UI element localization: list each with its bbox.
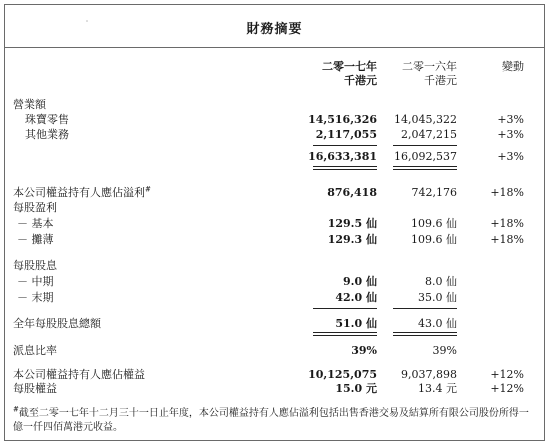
dps-final-2017: 42.0 仙 <box>335 291 377 304</box>
header-2017-year: 二零一七年 <box>322 60 377 73</box>
dps-total-label: 全年每股股息總額 <box>13 317 101 330</box>
payout-label: 派息比率 <box>13 344 57 357</box>
revenue-total-2016: 16,092,537 <box>394 150 457 163</box>
payout-2016: 39% <box>432 344 457 357</box>
equity-label: 本公司權益持有人應佔權益 <box>13 368 145 381</box>
equity-per-share-2017: 15.0 元 <box>335 382 377 395</box>
header-2016-unit: 千港元 <box>424 74 457 87</box>
total-double-rule-2016 <box>393 166 457 170</box>
header-change: 變動 <box>502 60 524 73</box>
profit-2017: 876,418 <box>327 186 377 199</box>
profit-2016: 742,176 <box>411 186 457 199</box>
dps-interim-2017: 9.0 仙 <box>343 275 377 288</box>
header-2016-year: 二零一六年 <box>402 60 457 73</box>
dps-total-double-rule-2016 <box>393 332 457 336</box>
jewellery-2016: 14,045,322 <box>394 113 457 126</box>
equity-2016: 9,037,898 <box>401 368 457 381</box>
equity-per-share-2016: 13.4 元 <box>418 382 457 395</box>
eps-diluted-2017: 129.3 仙 <box>327 233 377 246</box>
dps-total-2017: 51.0 仙 <box>335 317 377 330</box>
dps-interim-2016: 8.0 仙 <box>425 275 457 288</box>
dps-total-2016: 43.0 仙 <box>418 317 457 330</box>
title-bar <box>5 5 544 48</box>
revenue-total-change: +3% <box>497 150 524 163</box>
equity-change: +12% <box>490 368 524 381</box>
equity-per-share-label: 每股權益 <box>13 382 57 395</box>
profit-label: 本公司權益持有人應佔溢利# <box>13 185 151 199</box>
eps-diluted-label: － 攤薄 <box>17 233 54 246</box>
page-title: 財務摘要 <box>246 22 303 37</box>
dps-rule-2017 <box>313 308 377 309</box>
decorative-dot: ˙ <box>85 20 89 29</box>
profit-change: +18% <box>490 186 524 199</box>
payout-2017: 39% <box>351 344 377 357</box>
equity-per-share-change: +12% <box>490 382 524 395</box>
dps-interim-label: － 中期 <box>17 275 54 288</box>
equity-2017: 10,125,075 <box>308 368 377 381</box>
dps-final-label: － 末期 <box>17 291 54 304</box>
eps-diluted-change: +18% <box>490 233 524 246</box>
eps-label: 每股盈利 <box>13 201 57 214</box>
jewellery-2017: 14,516,326 <box>308 113 377 126</box>
footnote-marker: # <box>145 185 151 194</box>
header-2017-unit: 千港元 <box>344 74 377 87</box>
dps-total-double-rule-2017 <box>313 332 377 336</box>
other-label: 其他業務 <box>25 128 69 141</box>
jewellery-change: +3% <box>497 113 524 126</box>
revenue-label: 營業額 <box>13 98 46 111</box>
dps-final-2016: 35.0 仙 <box>418 291 457 304</box>
dps-label: 每股股息 <box>13 259 57 272</box>
footnote-mark: # <box>13 405 19 414</box>
other-2016: 2,047,215 <box>401 128 457 141</box>
total-double-rule-2017 <box>313 166 377 170</box>
subtotal-rule-2017 <box>313 145 377 146</box>
eps-basic-2017: 129.5 仙 <box>327 217 377 230</box>
eps-basic-label: － 基本 <box>17 217 54 230</box>
jewellery-label: 珠寶零售 <box>25 113 69 126</box>
financial-summary-panel <box>4 4 545 441</box>
dps-rule-2016 <box>393 308 457 309</box>
eps-basic-change: +18% <box>490 217 524 230</box>
revenue-total-2017: 16,633,381 <box>308 150 377 163</box>
eps-basic-2016: 109.6 仙 <box>411 217 457 230</box>
footnote <box>13 407 538 435</box>
other-change: +3% <box>497 128 524 141</box>
subtotal-rule-2016 <box>393 145 457 146</box>
eps-diluted-2016: 109.6 仙 <box>411 233 457 246</box>
footnote-text: 截至二零一七年十二月三十一日止年度，本公司權益持有人應佔溢利包括出售香港交易及結算所有限公司股份所得一億一仟四佰萬港元收益。 <box>13 408 529 433</box>
other-2017: 2,117,055 <box>315 128 377 141</box>
